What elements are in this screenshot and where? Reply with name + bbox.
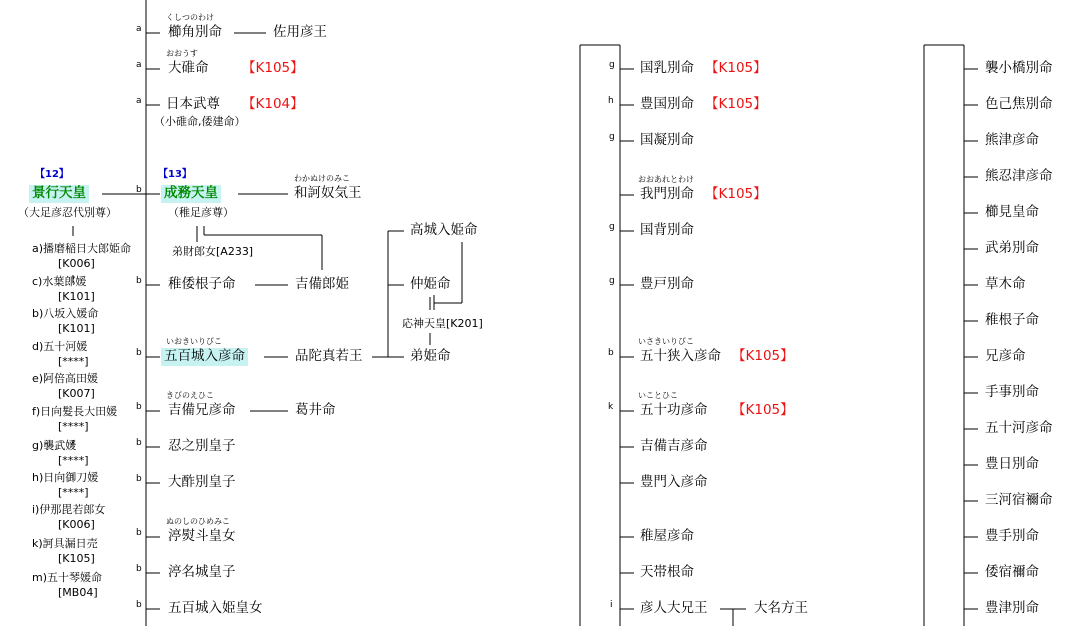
mother-mark: g (609, 60, 615, 70)
person-name: 手事別命 (985, 384, 1039, 400)
person-name: 高城入姫命 (410, 222, 478, 238)
ruby-reading: いさきいりびこ (638, 337, 694, 346)
person-name: 五十狭入彦命 (640, 348, 721, 364)
mother-mark: g (609, 276, 615, 286)
consort-ref: [K006] (58, 518, 95, 531)
ruby-reading: おおうす (166, 49, 198, 58)
consort-name: g)襲武媛 (32, 439, 77, 452)
person-name: 大碓命 (168, 60, 209, 76)
person-name: 色己焦別命 (985, 96, 1053, 112)
ref-code: 【K105】 (732, 348, 794, 364)
mother-mark: g (609, 222, 615, 232)
person-name: 三河宿禰命 (985, 492, 1053, 508)
person-name: 稚根子命 (985, 312, 1039, 328)
ref-code: 【K105】 (705, 96, 767, 112)
consort-name: f)日向髮長大田媛 (32, 405, 118, 418)
consort-name: d)五十河媛 (32, 340, 88, 353)
ref-code: 【K105】 (705, 186, 767, 202)
consort-name: i)伊那毘若郎女 (32, 503, 106, 516)
person-name: 兄彦命 (985, 348, 1026, 364)
person-name: 熊忍津彦命 (985, 168, 1053, 184)
person-name: 豊門入彦命 (640, 474, 708, 490)
consort-name: k)訶具漏日売 (32, 537, 98, 550)
person-name: 葛井命 (295, 402, 336, 418)
ruby-reading: きびのえひこ (166, 391, 214, 400)
consort-ref: [K101] (58, 322, 95, 335)
ref-code: 【K105】 (732, 402, 794, 418)
consort-ref: [K101] (58, 290, 95, 303)
person-name: 草木命 (985, 276, 1026, 292)
person-name: 武弟別命 (985, 240, 1039, 256)
consort-name: e)阿倍高田媛 (32, 372, 99, 385)
person-name: 豊日別命 (985, 456, 1039, 472)
person-name: 五百城入彦命 (161, 348, 248, 366)
keiko-name: 景行天皇 (29, 185, 89, 203)
person-name: 和訶奴気王 (294, 185, 362, 201)
consort-ref: [MB04] (58, 586, 98, 599)
mother-mark: b (136, 276, 142, 286)
person-name: 佐用彦王 (273, 24, 327, 40)
person-name: 稚倭根子命 (168, 276, 236, 292)
person-alias: （小碓命,倭建命） (154, 115, 246, 128)
seimu-alias: （稚足彦尊） (168, 206, 234, 219)
person-name: 弟姫命 (410, 348, 451, 364)
person-name: 仲姫命 (410, 276, 451, 292)
person-name: 弟財郎女[A233] (172, 245, 254, 258)
ruby-reading: いおきいりびこ (166, 337, 222, 346)
ruby-reading: わかぬけのみこ (294, 174, 350, 183)
person-name: 襲小橋別命 (985, 60, 1053, 76)
person-name: 大名方王 (754, 600, 808, 616)
consort-name: b)八坂入媛命 (32, 307, 99, 320)
consort-name: c)水葉郎媛 (32, 275, 87, 288)
person-name: 豊手別命 (985, 528, 1039, 544)
ref-code: 【K104】 (242, 96, 304, 112)
mother-mark: b (136, 564, 142, 574)
mother-mark: a (136, 24, 142, 34)
person-name: 倭宿禰命 (985, 564, 1039, 580)
consort-ref: [K006] (58, 257, 95, 270)
person-name: 五十河彦命 (985, 420, 1053, 436)
ruby-reading: くしつのわけ (166, 13, 214, 22)
mother-mark: i (610, 600, 613, 610)
person-name: 櫛角別命 (168, 24, 222, 40)
keiko-alias: （大足彦忍代別尊） (18, 206, 117, 219)
person-name: 国乳別命 (640, 60, 694, 76)
person-name: 大酢別皇子 (168, 474, 236, 490)
mother-mark: b (136, 528, 142, 538)
person-name: 吉備郎姫 (295, 276, 349, 292)
person-name: 渟名城皇子 (168, 564, 236, 580)
mother-mark: b (136, 348, 142, 358)
person-name: 国凝別命 (640, 132, 694, 148)
mother-mark: h (608, 96, 614, 106)
mother-mark: b (136, 438, 142, 448)
consort-ref: [****] (58, 486, 89, 499)
seimu-name: 成務天皇 (161, 185, 221, 203)
mother-mark: b (136, 185, 142, 195)
consort-ref: [K007] (58, 387, 95, 400)
consort-ref: [****] (58, 355, 89, 368)
person-name: 応神天皇[K201] (402, 317, 483, 330)
keiko-index: 【12】 (35, 169, 69, 180)
mother-mark: b (136, 600, 142, 610)
mother-mark: b (136, 402, 142, 412)
ref-code: 【K105】 (705, 60, 767, 76)
person-name: 渟熨斗皇女 (168, 528, 236, 544)
person-name: 吉備吉彦命 (640, 438, 708, 454)
ruby-reading: おおあれとわけ (638, 175, 694, 184)
mother-mark: b (608, 348, 614, 358)
seimu-index: 【13】 (158, 169, 192, 180)
ruby-reading: いことひこ (638, 391, 678, 400)
mother-mark: a (136, 96, 142, 106)
consort-ref: [****] (58, 420, 89, 433)
consort-ref: [K105] (58, 552, 95, 565)
mother-mark: g (609, 132, 615, 142)
person-name: 忍之別皇子 (168, 438, 236, 454)
person-name: 五百城入姫皇女 (168, 600, 263, 616)
person-name: 豊国別命 (640, 96, 694, 112)
person-name: 豊戸別命 (640, 276, 694, 292)
person-name: 吉備兄彦命 (168, 402, 236, 418)
person-name: 五十功彦命 (640, 402, 708, 418)
consort-name: a)播磨稲日大郎姫命 (32, 242, 132, 255)
person-name: 我門別命 (640, 186, 694, 202)
ruby-reading: ぬのしのひめみこ (166, 517, 230, 526)
person-name: 稚屋彦命 (640, 528, 694, 544)
person-name: 日本武尊 (166, 96, 220, 112)
person-name: 天帯根命 (640, 564, 694, 580)
consort-ref: [****] (58, 454, 89, 467)
person-name: 彦人大兄王 (640, 600, 708, 616)
person-name: 豊津別命 (985, 600, 1039, 616)
mother-mark: k (608, 402, 614, 412)
mother-mark: b (136, 474, 142, 484)
consort-name: m)五十琴媛命 (32, 571, 103, 584)
person-name: 熊津彦命 (985, 132, 1039, 148)
consort-name: h)日向御刀媛 (32, 471, 99, 484)
person-name: 品陀真若王 (295, 348, 363, 364)
ref-code: 【K105】 (242, 60, 304, 76)
person-name: 櫛見皇命 (985, 204, 1039, 220)
mother-mark: a (136, 60, 142, 70)
person-name: 国背別命 (640, 222, 694, 238)
